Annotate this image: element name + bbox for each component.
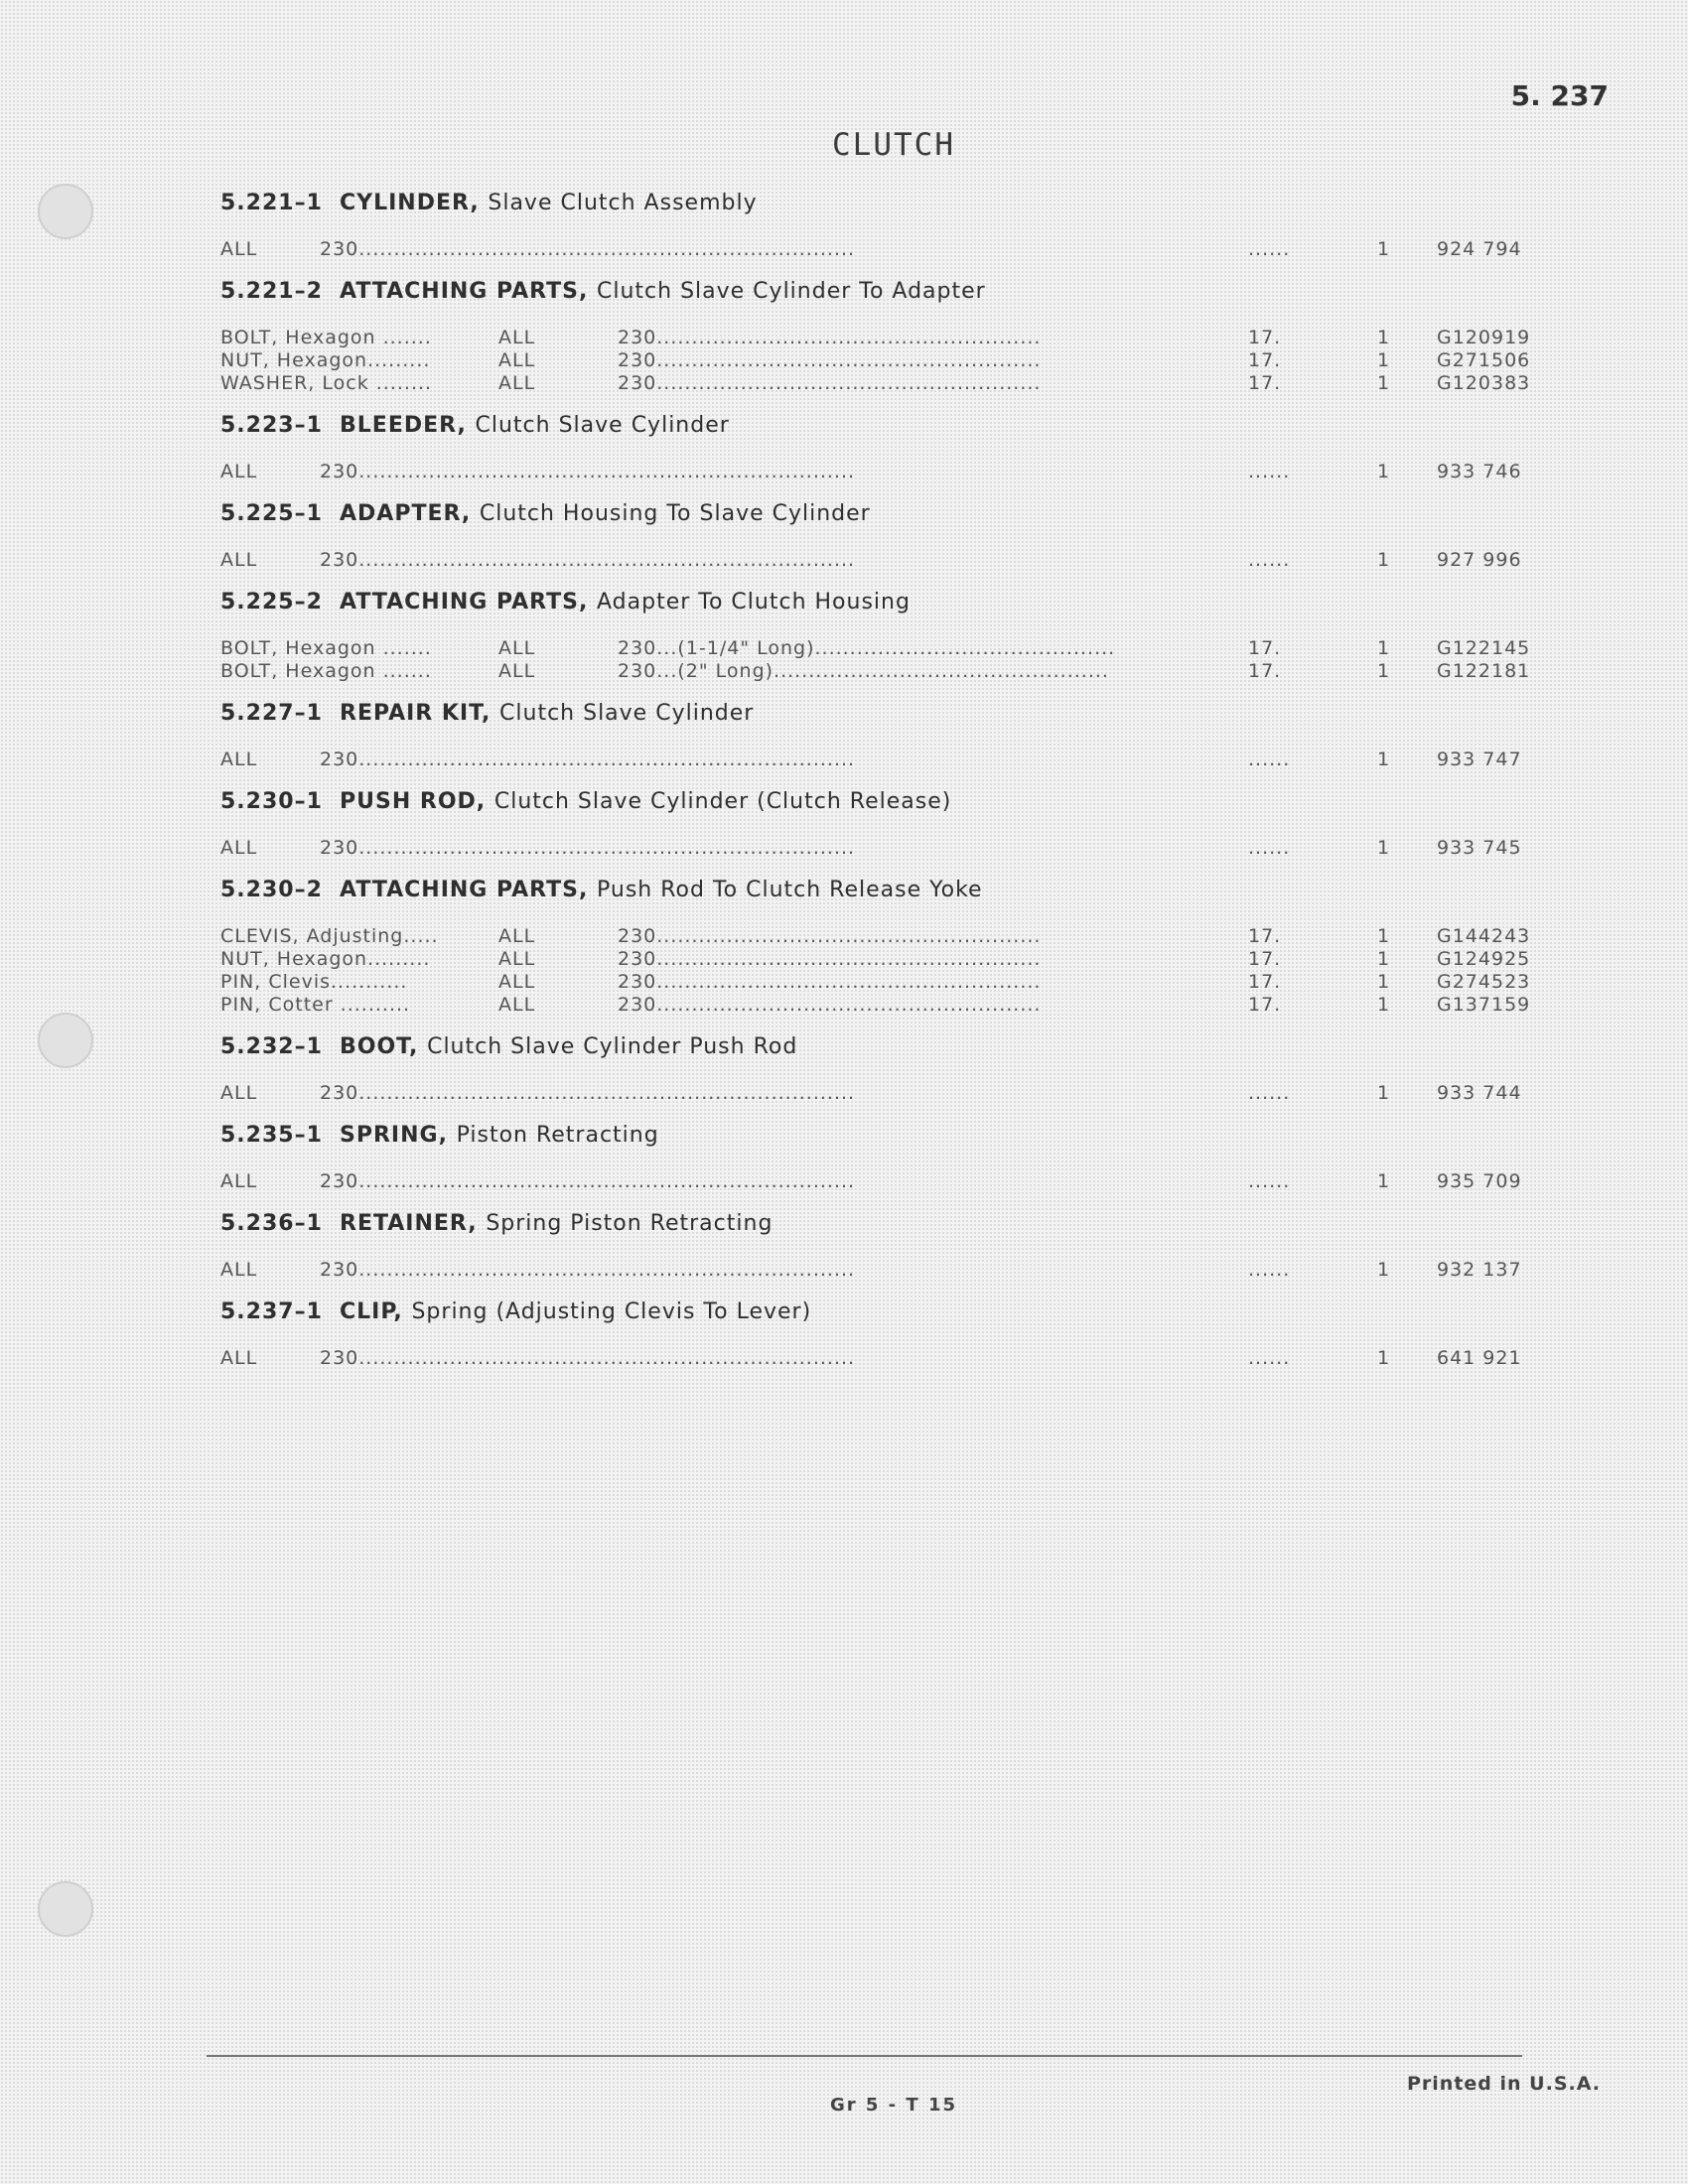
- section-title: BLEEDER,: [340, 413, 467, 438]
- part-group: 17.: [1248, 372, 1282, 394]
- section-number: 5.227–1: [220, 701, 323, 726]
- part-name: CLEVIS, Adjusting.....: [220, 925, 439, 947]
- section-number: 5.225–2: [220, 590, 323, 614]
- section-number: 5.230–1: [220, 789, 323, 814]
- part-group: ......: [1248, 837, 1291, 859]
- part-quantity: 1: [1377, 948, 1391, 970]
- part-row: [220, 971, 1531, 994]
- part-model: 230.......................................................: [618, 349, 1042, 371]
- section-heading: [220, 189, 1531, 218]
- parts-section: [220, 1032, 1531, 1105]
- section-description: Clutch Slave Cylinder Push Rod: [427, 1034, 798, 1059]
- part-application: ALL: [498, 372, 536, 394]
- part-row: [220, 948, 1531, 971]
- part-rows: [220, 749, 1531, 771]
- parts-section: [220, 876, 1531, 1017]
- part-row: [220, 837, 1531, 860]
- part-rows: [220, 1259, 1531, 1282]
- part-group: 17.: [1248, 327, 1282, 348]
- section-title: ATTACHING PARTS,: [340, 590, 589, 614]
- part-group: 17.: [1248, 660, 1282, 682]
- part-rows: [220, 637, 1531, 683]
- part-model: 230.......................................................................: [320, 461, 856, 482]
- parts-section: [220, 499, 1531, 572]
- part-quantity: 1: [1377, 1082, 1391, 1104]
- section-number: 5.232–1: [220, 1034, 323, 1059]
- part-model: 230...(2" Long)................................................: [618, 660, 1109, 682]
- printed-in-label: Printed in U.S.A.: [1407, 2073, 1601, 2095]
- part-group: ......: [1248, 1347, 1291, 1369]
- part-quantity: 1: [1377, 349, 1391, 371]
- part-application: ALL: [220, 837, 258, 859]
- part-application: ALL: [220, 1259, 258, 1281]
- part-row: [220, 238, 1531, 261]
- section-number: 5.221–2: [220, 279, 323, 304]
- part-group: 17.: [1248, 637, 1282, 659]
- part-group: ......: [1248, 1170, 1291, 1192]
- part-rows: [220, 461, 1531, 483]
- part-quantity: 1: [1377, 971, 1391, 993]
- part-model: 230.......................................................: [618, 971, 1042, 993]
- part-number: G271506: [1437, 349, 1531, 371]
- parts-section: [220, 787, 1531, 860]
- part-rows: [220, 1170, 1531, 1193]
- binder-hole-top: [38, 184, 93, 239]
- part-number: G274523: [1437, 971, 1531, 993]
- section-number: 5.221–1: [220, 191, 323, 215]
- part-quantity: 1: [1377, 372, 1391, 394]
- section-heading: [220, 876, 1531, 905]
- parts-section: [220, 1209, 1531, 1282]
- part-rows: [220, 837, 1531, 860]
- part-rows: [220, 1082, 1531, 1105]
- part-model: 230.......................................................................: [320, 549, 856, 571]
- footer-code: Gr 5 - T 15: [829, 2095, 958, 2116]
- section-description: Clutch Slave Cylinder: [475, 413, 730, 438]
- parts-section: [220, 588, 1531, 683]
- section-heading: [220, 1297, 1531, 1327]
- section-heading: [220, 1121, 1531, 1151]
- section-description: Clutch Slave Cylinder (Clutch Release): [493, 789, 952, 814]
- section-description: Clutch Slave Cylinder: [499, 701, 755, 726]
- part-quantity: 1: [1377, 461, 1391, 482]
- part-quantity: 1: [1377, 837, 1391, 859]
- part-application: ALL: [220, 549, 258, 571]
- part-number: G144243: [1437, 925, 1531, 947]
- part-model: 230.......................................................: [618, 327, 1042, 348]
- section-title: SPRING,: [340, 1123, 448, 1148]
- section-title: PUSH ROD,: [340, 789, 487, 814]
- footer-divider: [207, 2055, 1522, 2057]
- part-number: G124925: [1437, 948, 1531, 970]
- part-model: 230.......................................................................: [320, 1347, 856, 1369]
- section-description: Spring Piston Retracting: [486, 1211, 774, 1236]
- part-application: ALL: [220, 749, 258, 770]
- section-number: 5.230–2: [220, 878, 323, 902]
- section-heading: [220, 588, 1531, 617]
- section-title: ATTACHING PARTS,: [340, 878, 589, 902]
- part-quantity: 1: [1377, 549, 1391, 571]
- part-rows: [220, 925, 1531, 1017]
- section-number: 5.236–1: [220, 1211, 323, 1236]
- part-group: ......: [1248, 461, 1291, 482]
- part-group: 17.: [1248, 948, 1282, 970]
- binder-hole-bottom: [38, 1881, 93, 1937]
- part-quantity: 1: [1377, 749, 1391, 770]
- part-quantity: 1: [1377, 1259, 1391, 1281]
- parts-list: [220, 189, 1531, 1386]
- part-application: ALL: [220, 1347, 258, 1369]
- part-application: ALL: [220, 238, 258, 260]
- part-quantity: 1: [1377, 1347, 1391, 1369]
- section-heading: [220, 699, 1531, 729]
- part-number: 927 996: [1437, 549, 1522, 571]
- part-model: 230.......................................................................: [320, 238, 856, 260]
- section-title: RETAINER,: [340, 1211, 478, 1236]
- part-row: [220, 994, 1531, 1017]
- section-description: Spring (Adjusting Clevis To Lever): [411, 1299, 812, 1324]
- section-title: REPAIR KIT,: [340, 701, 492, 726]
- part-name: PIN, Cotter ..........: [220, 994, 411, 1016]
- part-name: BOLT, Hexagon .......: [220, 660, 432, 682]
- section-number: 5.235–1: [220, 1123, 323, 1148]
- part-row: [220, 749, 1531, 771]
- section-description: Push Rod To Clutch Release Yoke: [597, 878, 983, 902]
- part-number: 924 794: [1437, 238, 1522, 260]
- parts-section: [220, 411, 1531, 483]
- part-row: [220, 1082, 1531, 1105]
- part-row: [220, 349, 1531, 372]
- section-number: 5.225–1: [220, 501, 323, 526]
- part-application: ALL: [220, 1170, 258, 1192]
- parts-section: [220, 1121, 1531, 1193]
- part-row: [220, 1170, 1531, 1193]
- part-application: ALL: [498, 327, 536, 348]
- part-row: [220, 925, 1531, 948]
- section-heading: [220, 1032, 1531, 1062]
- part-number: G120383: [1437, 372, 1531, 394]
- part-rows: [220, 238, 1531, 261]
- part-application: ALL: [220, 461, 258, 482]
- section-title: CYLINDER,: [340, 191, 480, 215]
- part-quantity: 1: [1377, 1170, 1391, 1192]
- part-number: G122145: [1437, 637, 1531, 659]
- part-group: 17.: [1248, 925, 1282, 947]
- part-name: WASHER, Lock ........: [220, 372, 433, 394]
- part-group: 17.: [1248, 971, 1282, 993]
- part-model: 230...(1-1/4" Long)...........................................: [618, 637, 1116, 659]
- part-number: 933 745: [1437, 837, 1522, 859]
- part-row: [220, 327, 1531, 349]
- part-quantity: 1: [1377, 994, 1391, 1016]
- part-row: [220, 372, 1531, 395]
- section-heading: [220, 277, 1531, 307]
- page-number: 5. 237: [1510, 79, 1609, 112]
- part-model: 230.......................................................................: [320, 1082, 856, 1104]
- section-description: Slave Clutch Assembly: [488, 191, 758, 215]
- part-number: G137159: [1437, 994, 1531, 1016]
- part-application: ALL: [498, 637, 536, 659]
- part-application: ALL: [498, 994, 536, 1016]
- part-row: [220, 637, 1531, 660]
- part-number: 932 137: [1437, 1259, 1522, 1281]
- parts-section: [220, 189, 1531, 261]
- section-description: Clutch Housing To Slave Cylinder: [479, 501, 871, 526]
- part-quantity: 1: [1377, 238, 1391, 260]
- part-application: ALL: [498, 660, 536, 682]
- part-application: ALL: [498, 971, 536, 993]
- part-application: ALL: [498, 349, 536, 371]
- part-model: 230.......................................................: [618, 948, 1042, 970]
- parts-section: [220, 699, 1531, 771]
- part-name: BOLT, Hexagon .......: [220, 327, 432, 348]
- part-number: G122181: [1437, 660, 1531, 682]
- section-title: BOOT,: [340, 1034, 419, 1059]
- part-number: 935 709: [1437, 1170, 1522, 1192]
- section-description: Piston Retracting: [456, 1123, 659, 1148]
- section-heading: [220, 499, 1531, 529]
- part-quantity: 1: [1377, 660, 1391, 682]
- part-application: ALL: [498, 948, 536, 970]
- part-row: [220, 1259, 1531, 1282]
- part-number: 933 744: [1437, 1082, 1522, 1104]
- part-application: ALL: [498, 925, 536, 947]
- part-model: 230.......................................................................: [320, 749, 856, 770]
- part-name: BOLT, Hexagon .......: [220, 637, 432, 659]
- part-application: ALL: [220, 1082, 258, 1104]
- section-number: 5.223–1: [220, 413, 323, 438]
- part-quantity: 1: [1377, 637, 1391, 659]
- part-model: 230.......................................................: [618, 994, 1042, 1016]
- part-model: 230.......................................................: [618, 372, 1042, 394]
- part-number: 641 921: [1437, 1347, 1522, 1369]
- section-title: CLIP,: [340, 1299, 403, 1324]
- section-heading: [220, 787, 1531, 817]
- part-row: [220, 549, 1531, 572]
- section-title: ADAPTER,: [340, 501, 472, 526]
- part-quantity: 1: [1377, 327, 1391, 348]
- part-rows: [220, 1347, 1531, 1370]
- section-heading: [220, 411, 1531, 441]
- part-number: 933 746: [1437, 461, 1522, 482]
- part-model: 230.......................................................................: [320, 1170, 856, 1192]
- part-model: 230.......................................................................: [320, 837, 856, 859]
- binder-hole-middle: [38, 1013, 93, 1068]
- part-group: ......: [1248, 238, 1291, 260]
- section-description: Adapter To Clutch Housing: [597, 590, 911, 614]
- part-quantity: 1: [1377, 925, 1391, 947]
- part-row: [220, 1347, 1531, 1370]
- part-model: 230.......................................................: [618, 925, 1042, 947]
- section-description: Clutch Slave Cylinder To Adapter: [597, 279, 986, 304]
- part-group: ......: [1248, 1082, 1291, 1104]
- part-row: [220, 461, 1531, 483]
- part-group: ......: [1248, 1259, 1291, 1281]
- page-title: CLUTCH: [832, 127, 955, 163]
- part-group: 17.: [1248, 994, 1282, 1016]
- part-number: 933 747: [1437, 749, 1522, 770]
- part-group: ......: [1248, 549, 1291, 571]
- part-rows: [220, 327, 1531, 395]
- section-heading: [220, 1209, 1531, 1239]
- part-rows: [220, 549, 1531, 572]
- section-title: ATTACHING PARTS,: [340, 279, 589, 304]
- part-name: NUT, Hexagon.........: [220, 349, 431, 371]
- part-number: G120919: [1437, 327, 1531, 348]
- section-number: 5.237–1: [220, 1299, 323, 1324]
- parts-section: [220, 277, 1531, 395]
- part-row: [220, 660, 1531, 683]
- parts-section: [220, 1297, 1531, 1370]
- part-group: 17.: [1248, 349, 1282, 371]
- part-name: NUT, Hexagon.........: [220, 948, 431, 970]
- part-name: PIN, Clevis...........: [220, 971, 408, 993]
- part-model: 230.......................................................................: [320, 1259, 856, 1281]
- part-group: ......: [1248, 749, 1291, 770]
